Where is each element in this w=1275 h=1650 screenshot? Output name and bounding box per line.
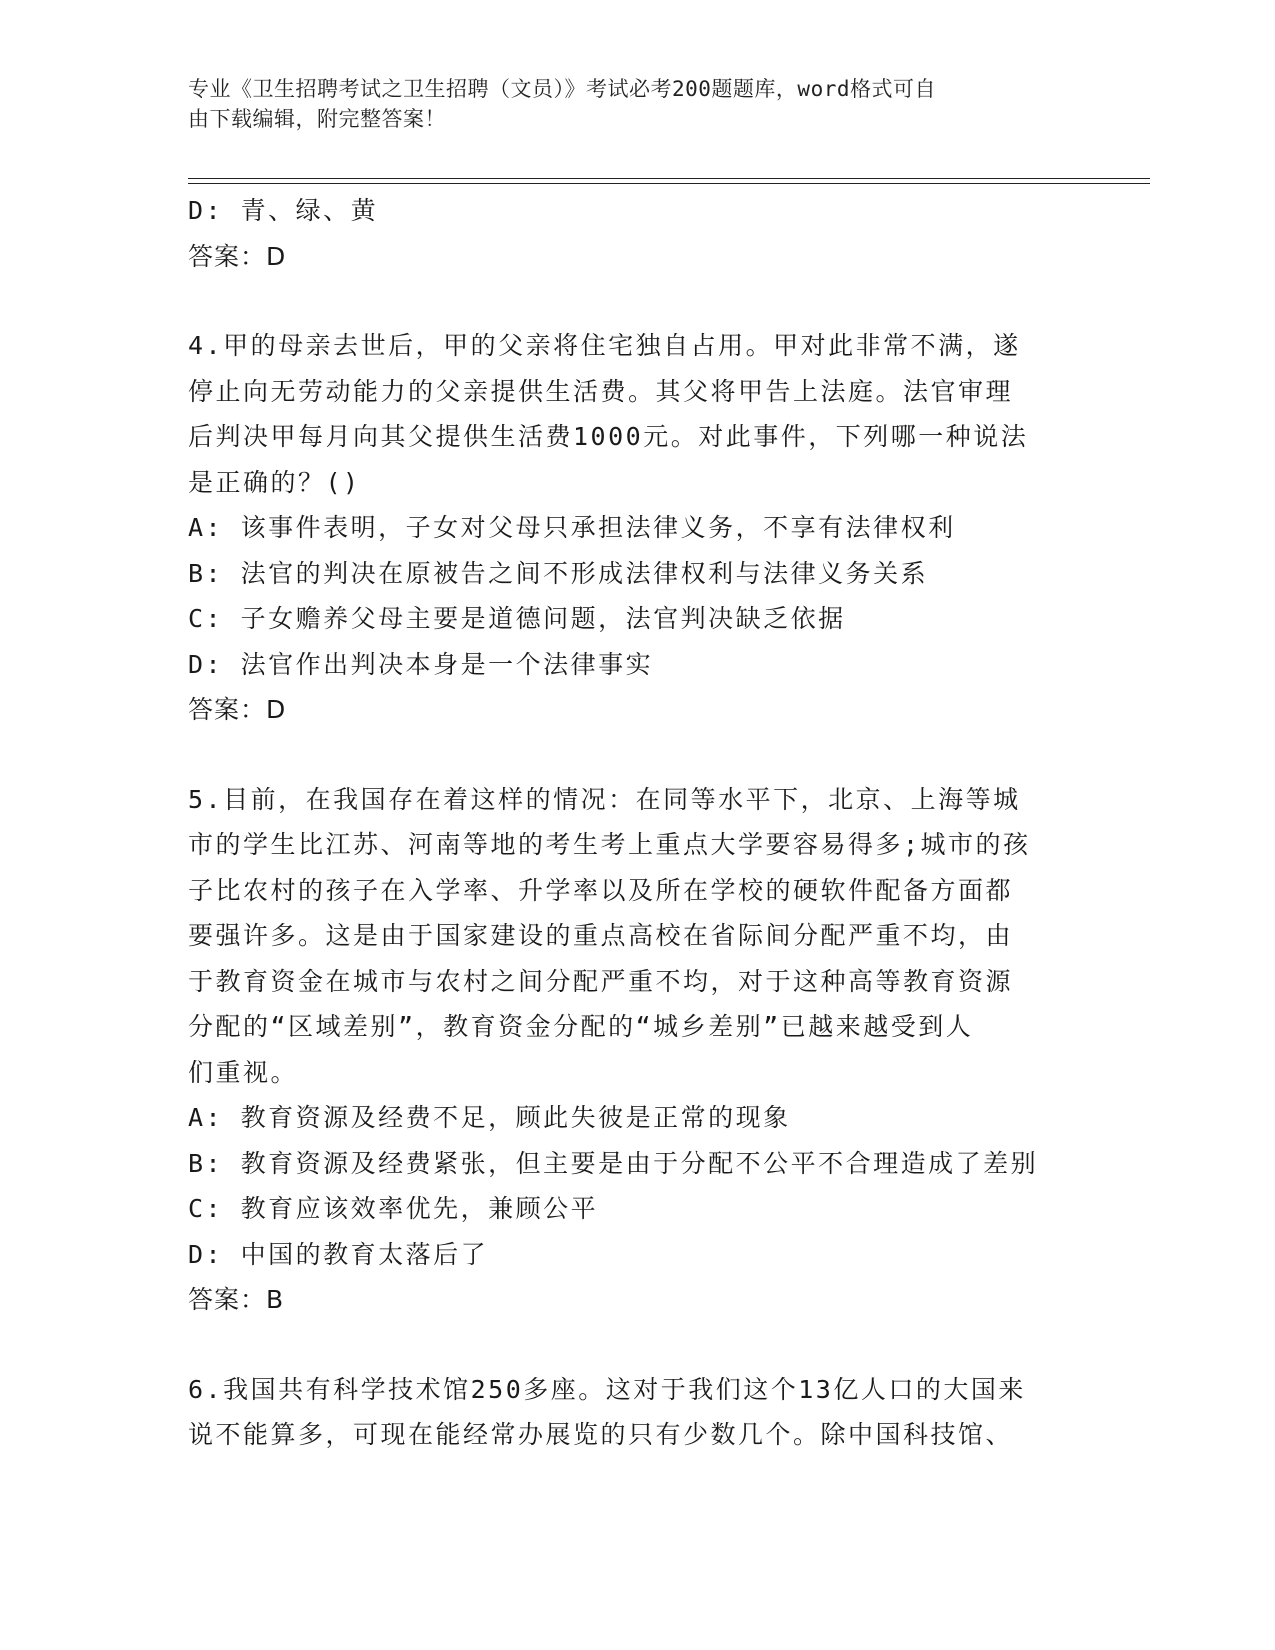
question-3-tail (188, 188, 1068, 279)
question-content (188, 188, 1068, 1458)
q4-option-c: C: 子女赡养父母主要是道德问题，法官判决缺乏依据 (188, 604, 846, 633)
q4-option-a: A: 该事件表明，子女对父母只承担法律义务，不享有法律权利 (188, 513, 956, 542)
q3-answer: 答案：D (188, 241, 287, 271)
q5-stem-line-1: 5.目前，在我国存在着这样的情况：在同等水平下，北京、上海等城 (188, 784, 1021, 814)
q5-answer: 答案：B (188, 1285, 285, 1314)
q5-stem-line-3: 子比农村的孩子在入学率、升学率以及所在学校的硬软件配备方面都 (188, 875, 1014, 905)
q5-stem-line-2: 市的学生比江苏、河南等地的考生考上重点大学要容易得多;城市的孩 (188, 830, 1031, 859)
q5-option-c: C: 教育应该效率优先，兼顾公平 (188, 1194, 599, 1223)
spacer (188, 733, 1068, 777)
spacer (188, 279, 1068, 323)
q4-option-d: D: 法官作出判决本身是一个法律事实 (188, 649, 654, 679)
q4-stem-line-3: 后判决甲每月向其父提供生活费1000元。对此事件，下列哪一种说法 (188, 422, 1029, 451)
header-divider-top (188, 178, 1150, 179)
question-5 (188, 777, 1068, 1323)
q3-option-d: D: 青、绿、黄 (188, 196, 379, 225)
q4-answer: 答案：D (188, 695, 287, 724)
q5-stem-line-7: 们重视。 (188, 1057, 299, 1087)
q4-stem-line-1: 4.甲的母亲去世后，甲的父亲将住宅独自占用。甲对此非常不满，遂 (188, 331, 1021, 360)
q5-stem-line-5: 于教育资金在城市与农村之间分配严重不均，对于这种高等教育资源 (188, 966, 1014, 996)
q6-stem-line-1: 6.我国共有科学技术馆250多座。这对于我们这个13亿人口的大国来 (188, 1374, 1026, 1404)
q5-option-d: D: 中国的教育太落后了 (188, 1239, 489, 1269)
q4-option-b: B: 法官的判决在原被告之间不形成法律权利与法律义务关系 (188, 558, 929, 588)
document-header (188, 74, 1068, 134)
q6-stem-line-2: 说不能算多，可现在能经常办展览的只有少数几个。除中国科技馆、 (188, 1420, 1014, 1449)
q5-stem-line-6: 分配的“区域差别”，教育资金分配的“城乡差别”已越来越受到人 (188, 1012, 974, 1041)
question-6 (188, 1367, 1068, 1458)
header-title-line-2: 由下载编辑，附完整答案！ (188, 107, 446, 131)
q5-stem-line-4: 要强许多。这是由于国家建设的重点高校在省际间分配严重不均，由 (188, 921, 1014, 950)
header-title-line-1: 专业《卫生招聘考试之卫生招聘（文员）》考试必考200题题库，word格式可自 (188, 77, 936, 101)
spacer (188, 1323, 1068, 1367)
q4-stem-line-4: 是正确的？() (188, 467, 361, 497)
header-divider-bottom (188, 183, 1150, 184)
q5-option-a: A: 教育资源及经费不足，顾此失彼是正常的现象 (188, 1103, 791, 1132)
question-4 (188, 323, 1068, 733)
q4-stem-line-2: 停止向无劳动能力的父亲提供生活费。其父将甲告上法庭。法官审理 (188, 376, 1014, 406)
q5-option-b: B: 教育资源及经费紧张，但主要是由于分配不公平不合理造成了差别 (188, 1148, 1039, 1178)
